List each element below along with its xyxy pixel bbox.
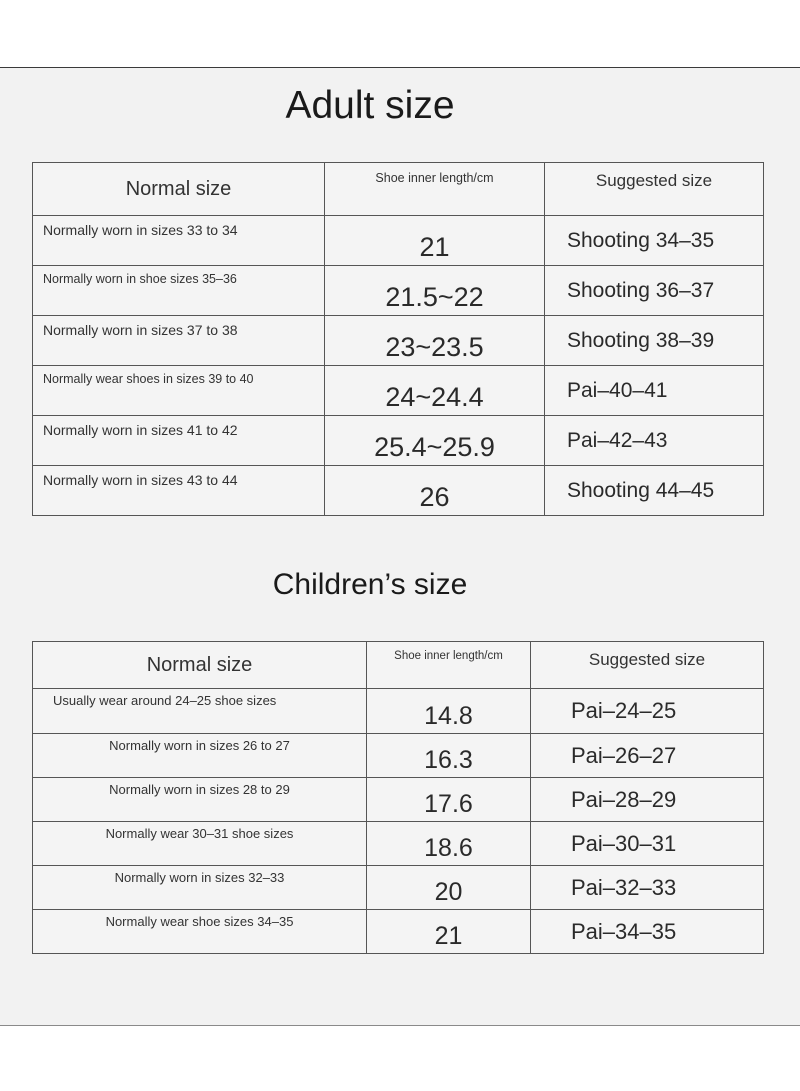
normal-size-cell: Normally wear shoes in sizes 39 to 40 — [33, 366, 325, 416]
table-header-row — [33, 642, 764, 689]
suggested-size-cell: Pai–28–29 — [531, 778, 764, 822]
table-row — [33, 416, 764, 466]
suggested-size-cell: Pai–24–25 — [531, 689, 764, 734]
table-header-row — [33, 163, 764, 216]
inner-length-cell: 16.3 — [367, 734, 531, 778]
suggested-size-cell: Pai–34–35 — [531, 910, 764, 954]
header-suggested-size: Suggested size — [531, 642, 764, 689]
inner-length-cell: 23~23.5 — [325, 316, 545, 366]
table-row — [33, 866, 764, 910]
inner-length-cell: 17.6 — [367, 778, 531, 822]
header-suggested-size: Suggested size — [545, 163, 764, 216]
normal-size-cell: Normally worn in sizes 26 to 27 — [33, 734, 367, 778]
children-size-table — [32, 641, 764, 954]
normal-size-cell: Usually wear around 24–25 shoe sizes — [33, 689, 367, 734]
inner-length-cell: 21.5~22 — [325, 266, 545, 316]
normal-size-cell: Normally worn in sizes 33 to 34 — [33, 216, 325, 266]
table-row — [33, 822, 764, 866]
normal-size-cell: Normally worn in sizes 37 to 38 — [33, 316, 325, 366]
suggested-size-cell: Pai–32–33 — [531, 866, 764, 910]
children-size-title: Children’s size — [272, 568, 468, 601]
suggested-size-cell: Pai–40–41 — [545, 366, 764, 416]
header-inner-length: Shoe inner length/cm — [325, 163, 545, 216]
normal-size-cell: Normally worn in sizes 32–33 — [33, 866, 367, 910]
suggested-size-cell: Shooting 36–37 — [545, 266, 764, 316]
adult-size-title: Adult size — [285, 84, 455, 127]
suggested-size-cell: Pai–42–43 — [545, 416, 764, 466]
suggested-size-cell: Pai–26–27 — [531, 734, 764, 778]
table-row — [33, 689, 764, 734]
table-row — [33, 316, 764, 366]
inner-length-cell: 21 — [325, 216, 545, 266]
inner-length-cell: 18.6 — [367, 822, 531, 866]
normal-size-cell: Normally worn in shoe sizes 35–36 — [33, 266, 325, 316]
inner-length-cell: 14.8 — [367, 689, 531, 734]
table-row — [33, 910, 764, 954]
adult-size-table — [32, 162, 764, 516]
normal-size-cell: Normally worn in sizes 41 to 42 — [33, 416, 325, 466]
suggested-size-cell: Shooting 38–39 — [545, 316, 764, 366]
inner-length-cell: 24~24.4 — [325, 366, 545, 416]
header-normal-size: Normal size — [33, 642, 367, 689]
inner-length-cell: 25.4~25.9 — [325, 416, 545, 466]
table-row — [33, 466, 764, 516]
inner-length-cell: 26 — [325, 466, 545, 516]
inner-length-cell: 21 — [367, 910, 531, 954]
normal-size-cell: Normally wear 30–31 shoe sizes — [33, 822, 367, 866]
normal-size-cell: Normally worn in sizes 28 to 29 — [33, 778, 367, 822]
suggested-size-cell: Shooting 44–45 — [545, 466, 764, 516]
inner-length-cell: 20 — [367, 866, 531, 910]
normal-size-cell: Normally wear shoe sizes 34–35 — [33, 910, 367, 954]
table-row — [33, 734, 764, 778]
table-row — [33, 778, 764, 822]
header-inner-length: Shoe inner length/cm — [367, 642, 531, 689]
normal-size-cell: Normally worn in sizes 43 to 44 — [33, 466, 325, 516]
table-row — [33, 266, 764, 316]
size-chart-panel — [0, 67, 800, 1026]
table-row — [33, 366, 764, 416]
suggested-size-cell: Pai–30–31 — [531, 822, 764, 866]
table-row — [33, 216, 764, 266]
suggested-size-cell: Shooting 34–35 — [545, 216, 764, 266]
header-normal-size: Normal size — [33, 163, 325, 216]
